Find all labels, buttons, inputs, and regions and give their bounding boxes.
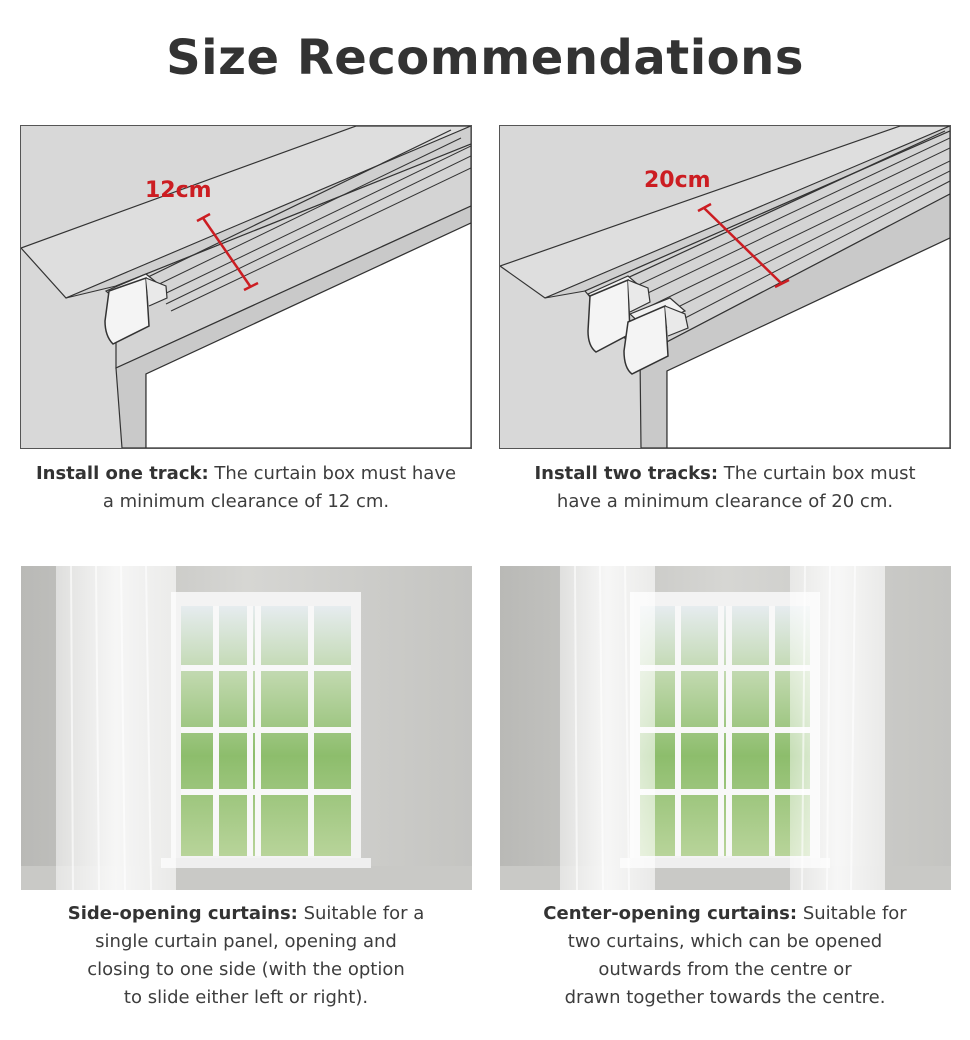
caption-bold: Install one track: <box>35 463 209 484</box>
two-track-diagram <box>499 125 951 449</box>
side-opening-photo <box>21 566 472 890</box>
caption-text: closing to one side (with the option <box>87 959 405 980</box>
center-opening-photo <box>500 566 951 890</box>
measure-label-12cm: 12cm <box>145 178 212 203</box>
caption-two-tracks <box>495 460 955 516</box>
page-title: Size Recommendations <box>166 30 804 86</box>
caption-text: to slide either left or right). <box>123 987 369 1008</box>
caption-text: single curtain panel, opening and <box>95 931 397 952</box>
measure-label-20cm: 20cm <box>644 168 711 193</box>
caption-text: The curtain box must <box>718 463 916 484</box>
caption-text: drawn together towards the centre. <box>564 987 886 1008</box>
caption-text: The curtain box must have <box>208 463 457 484</box>
caption-text: Suitable for a <box>297 903 425 924</box>
caption-bold: Center-opening curtains: <box>543 903 798 924</box>
caption-text: outwards from the centre or <box>598 959 852 980</box>
caption-text: have a minimum clearance of 20 cm. <box>556 491 894 512</box>
caption-bold: Side-opening curtains: <box>67 903 298 924</box>
caption-center-opening <box>495 900 955 1012</box>
caption-bold: Install two tracks: <box>534 463 719 484</box>
caption-text: two curtains, which can be opened <box>567 931 883 952</box>
caption-text: Suitable for <box>797 903 907 924</box>
caption-one-track <box>16 460 476 516</box>
caption-side-opening <box>16 900 476 1012</box>
one-track-diagram <box>20 125 472 449</box>
caption-text: a minimum clearance of 12 cm. <box>102 491 390 512</box>
